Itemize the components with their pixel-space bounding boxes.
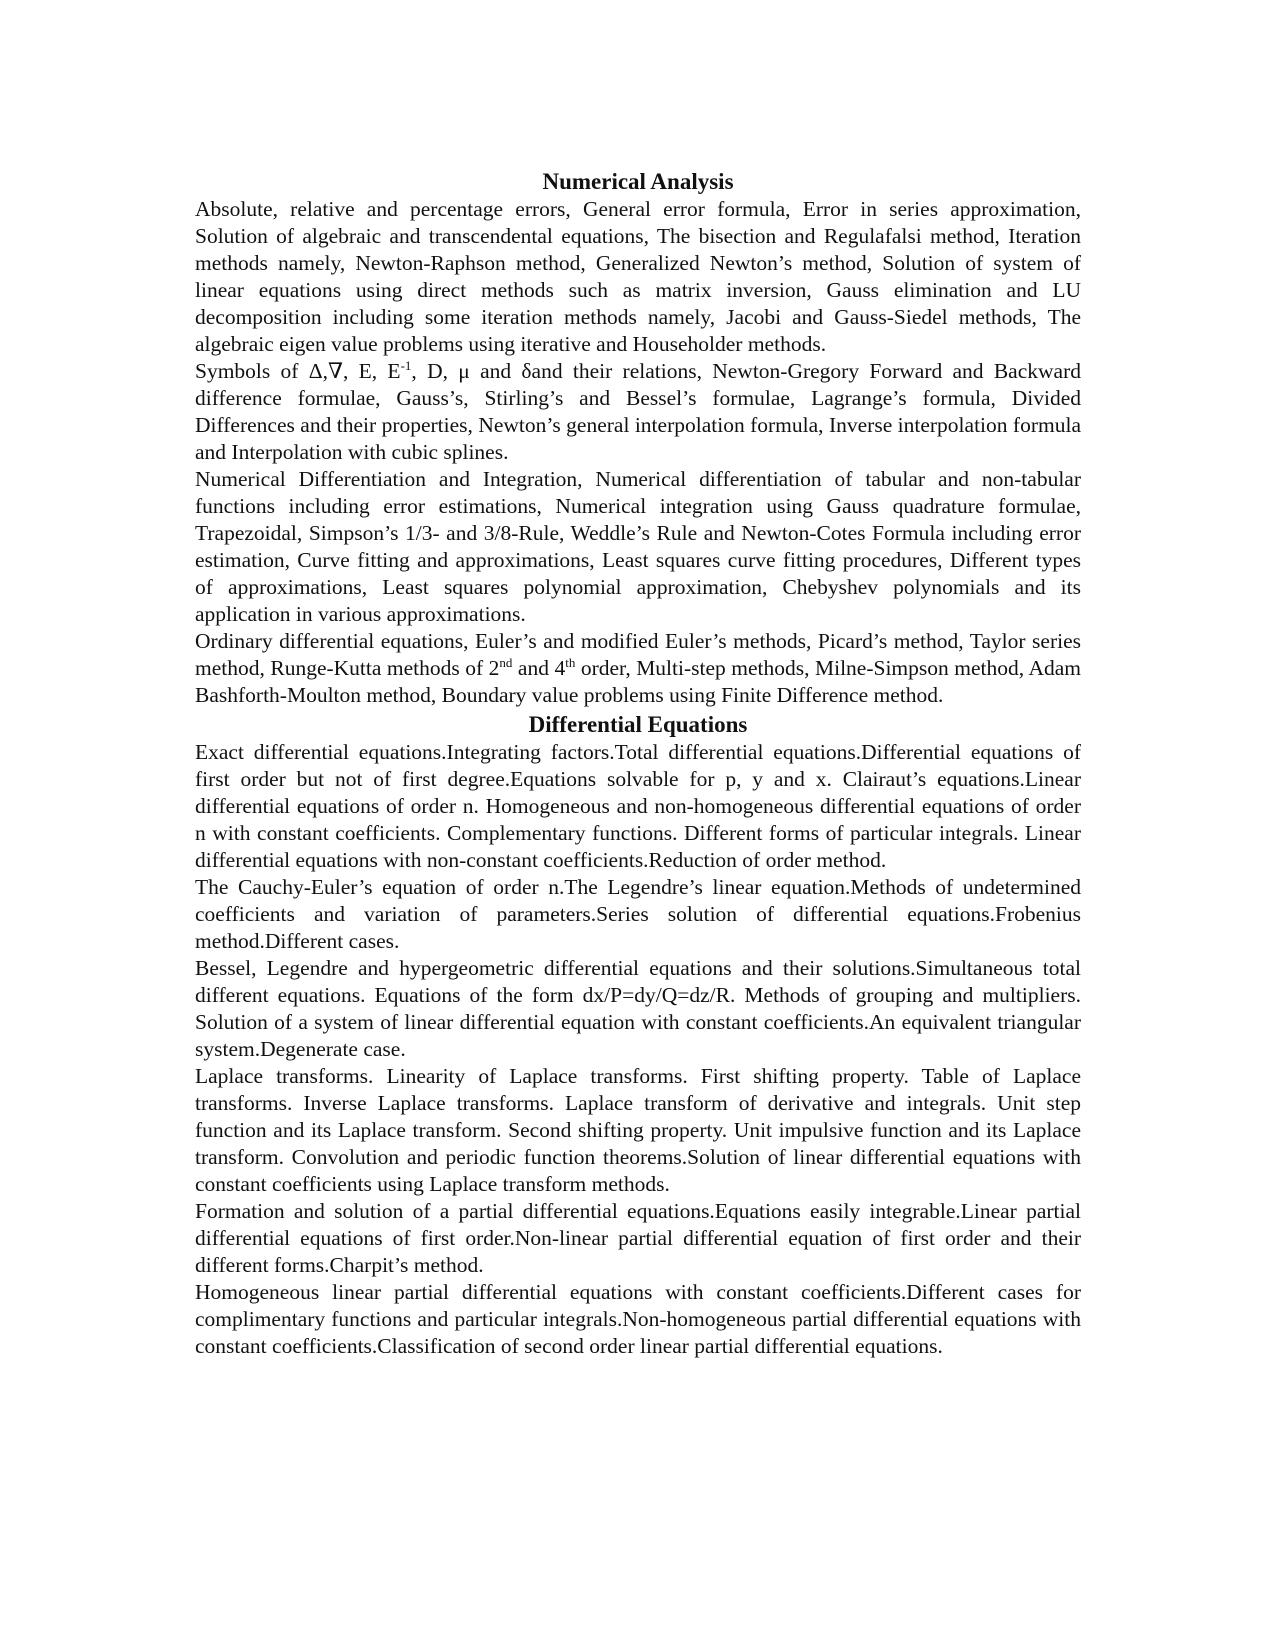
document-page: [195, 168, 1081, 1360]
superscript: -1: [400, 358, 412, 373]
paragraph-bessel-legendre: Bessel, Legendre and hypergeometric differential equations and their solutions.Simultaneous total different equations. Equations of the form dx/P=dy/Q=dz/R. Methods of grouping and multipliers. Solution of a system of linear differential equation with constant coefficients.An equivalent triangular system.Degenerate case.: [195, 956, 1081, 1061]
paragraph-differentiation-integration: Numerical Differentiation and Integration, Numerical differentiation of tabular and non-tabular functions including error estimations, Numerical integration using Gauss quadrature formulae, Trapezoidal, Simpson’s 1/3- and 3/8-Rule, Weddle’s Rule and Newton-Cotes Formula including error estimation, Curve fitting and approximations, Least squares curve fitting procedures, Different types of approximations, Least squares polynomial approximation, Chebyshev polynomials and its application in various approximations.: [195, 467, 1081, 626]
paragraph-cauchy-euler: The Cauchy-Euler’s equation of order n.The Legendre’s linear equation.Methods of undetermined coefficients and variation of parameters.Series solution of differential equations.Frobenius method.Different cases.: [195, 875, 1081, 953]
paragraph-errors-and-equations: Absolute, relative and percentage errors, General error formula, Error in series approximation, Solution of algebraic and transcendental equations, The bisection and Regulafalsi method, Iteration methods namely, Newton-Raphson method, Generalized Newton’s method, Solution of system of linear equations using direct methods such as matrix inversion, Gauss elimination and LU decomposition including some iteration methods namely, Jacobi and Gauss-Siedel methods, The algebraic eigen value problems using iterative and Householder methods.: [195, 197, 1081, 356]
paragraph-text: , D, μ and δand their relations, Newton-Gregory Forward and Backward difference formulae, Gauss’s, Stirling’s and Bessel’s formulae, Lagrange’s formula, Divided Differences and their properties, Newton’s general interpolation formula, Inverse interpolation formula and Interpolation with cubic splines.: [195, 359, 1081, 464]
section-title-numerical-analysis: Numerical Analysis: [542, 169, 734, 194]
paragraph-text: Ordinary differential equations, Euler’s and modified Euler’s methods, Picard’s method, Taylor series method, Runge-Kutta methods of 2: [195, 629, 1081, 680]
paragraph-homogeneous-linear-pde: Homogeneous linear partial differential equations with constant coefficients.Different cases for complimentary functions and particular integrals.Non-homogeneous partial differential equations with constant coefficients.Classification of second order linear partial differential equations.: [195, 1280, 1081, 1358]
paragraph-text: and 4: [512, 656, 566, 680]
paragraph-text: Symbols of Δ,∇, E, E: [195, 359, 401, 383]
section-title-differential-equations: Differential Equations: [528, 712, 748, 737]
superscript: nd: [499, 655, 513, 670]
superscript: th: [565, 655, 576, 670]
paragraph-interpolation: [195, 358, 1081, 466]
paragraph-laplace-transforms: Laplace transforms. Linearity of Laplace transforms. First shifting property. Table of Laplace transforms. Inverse Laplace transforms. Laplace transform of derivative and integrals. Unit step function and its Laplace transform. Second shifting property. Unit impulsive function and its Laplace transform. Convolution and periodic function theorems.Solution of linear differential equations with constant coefficients using Laplace transform methods.: [195, 1064, 1081, 1196]
paragraph-text: order, Multi-step methods, Milne-Simpson method, Adam Bashforth-Moulton method, Boundary value problems using Finite Difference method.: [195, 656, 1081, 707]
paragraph-ordinary-differential-equations: [195, 628, 1081, 709]
paragraph-partial-differential-equations: Formation and solution of a partial differential equations.Equations easily integrable.Linear partial differential equations of first order.Non-linear partial differential equation of first order and their different forms.Charpit’s method.: [195, 1199, 1081, 1277]
paragraph-exact-differential-equations: Exact differential equations.Integrating factors.Total differential equations.Differential equations of first order but not of first degree.Equations solvable for p, y and x. Clairaut’s equations.Linear differential equations of order n. Homogeneous and non-homogeneous differential equations of order n with constant coefficients. Complementary functions. Different forms of particular integrals. Linear differential equations with non-constant coefficients.Reduction of order method.: [195, 740, 1081, 872]
